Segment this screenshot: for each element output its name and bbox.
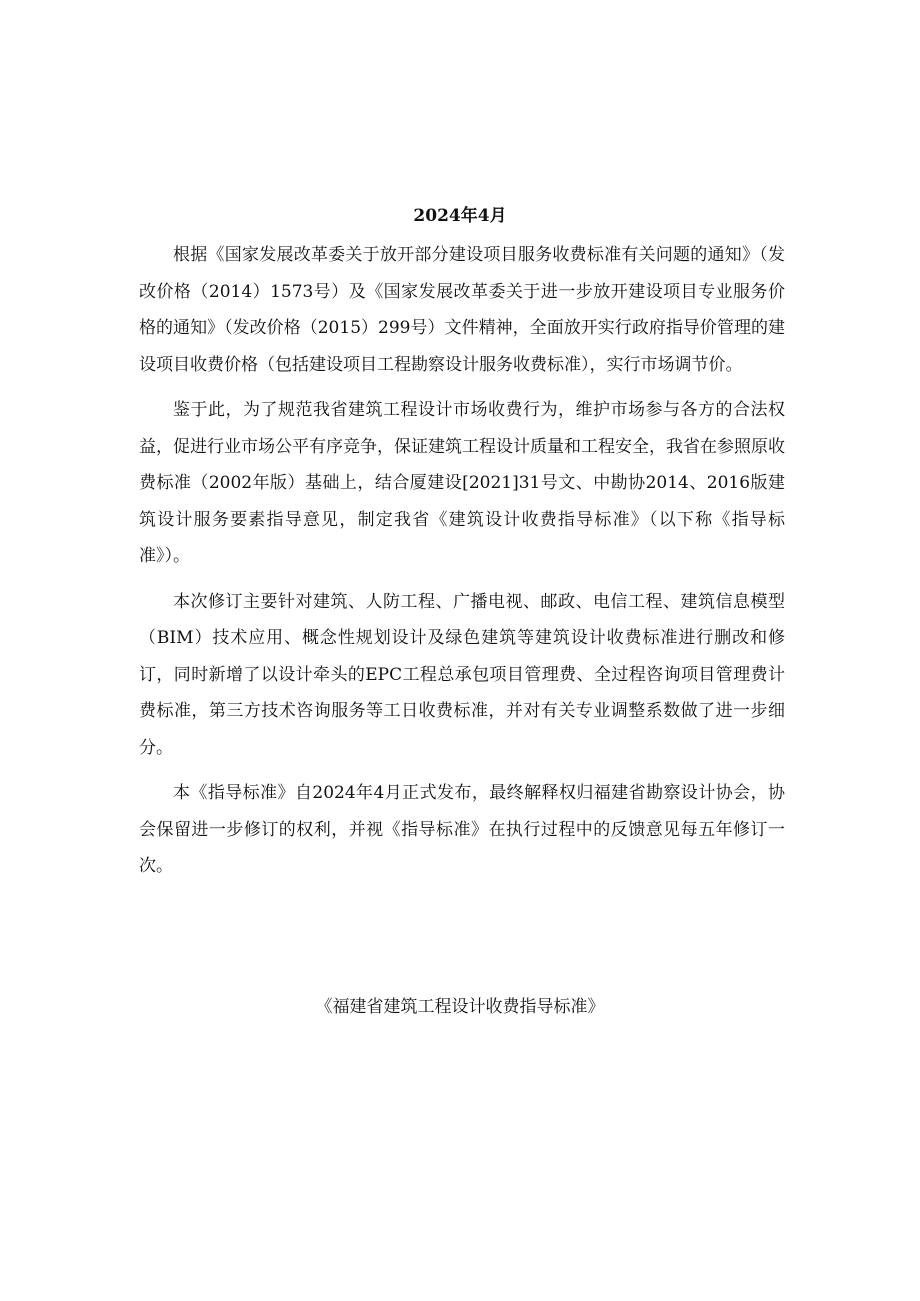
paragraph-basis: 根据《国家发展改革委关于放开部分建设项目服务收费标准有关问题的通知》（发改价格（2014）1573号）及《国家发展改革委关于进一步放开建设项目专业服务价格的通知》（发改价格（2015）299号）文件精神，全面放开实行政府指导价管理的建设项目收费价格（包括建设项目工程勘察设计服务收费标准），实行市场调节价。 <box>139 245 785 375</box>
body-text <box>139 237 785 894</box>
document-title-closing: 《福建省建筑工程设计收费指导标准》 <box>315 997 605 1017</box>
paragraph-revision-scope: 本次修订主要针对建筑、人防工程、广播电视、邮政、电信工程、建筑信息模型（BIM）技术应用、概念性规划设计及绿色建筑等建筑设计收费标准进行删改和修订，同时新增了以设计牵头的EPC工程总承包项目管理费、全过程咨询项目管理费计费标准，第三方技术咨询服务等工日收费标准，并对有关专业调整系数做了进一步细分。 <box>139 591 785 758</box>
paragraph-purpose: 鉴于此，为了规范我省建筑工程设计市场收费行为，维护市场参与各方的合法权益，促进行业市场公平有序竞争，保证建筑工程设计质量和工程安全，我省在参照原收费标准（2002年版）基础上，结合厦建设[2021]31号文、中勘协2014、2016版建筑设计服务要素指导意见，制定我省《建筑设计收费指导标准》（以下称《指导标准》）。 <box>139 400 785 566</box>
date-heading: 2024年4月 <box>413 206 507 226</box>
paragraph-release-info: 本《指导标准》自2024年4月正式发布，最终解释权归福建省勘察设计协会，协会保留进一步修订的权利，并视《指导标准》在执行过程中的反馈意见每五年修订一次。 <box>139 783 785 876</box>
